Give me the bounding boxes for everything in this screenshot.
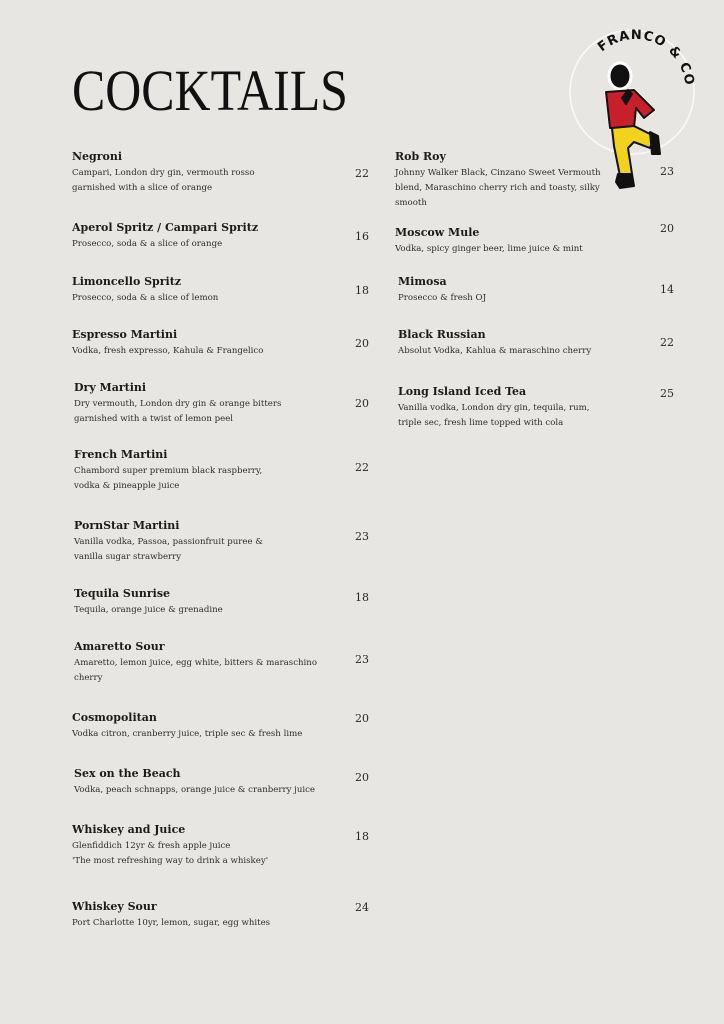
menu-item [74, 767, 315, 798]
menu-item [395, 150, 601, 211]
cocktail-price: 23 [660, 165, 674, 178]
description-line: smooth [395, 198, 427, 208]
menu-item [72, 900, 270, 931]
description-line: Vanilla vodka, London dry gin, tequila, rum, [398, 403, 590, 413]
cocktail-price: 22 [660, 336, 674, 349]
menu-item [74, 587, 223, 618]
description-line: Dry vermouth, London dry gin & orange bitters [74, 399, 282, 409]
description-line: triple sec, fresh lime topped with cola [398, 418, 564, 428]
description-line: cherry [74, 673, 103, 683]
cocktail-description [74, 397, 281, 427]
menu-item [398, 275, 486, 306]
description-line: Prosecco & fresh OJ [398, 293, 487, 303]
cocktail-price: 25 [660, 387, 674, 400]
description-line: Prosecco, soda & a slice of lemon [72, 293, 219, 303]
cocktail-price: 22 [355, 461, 369, 474]
cocktail-name: Whiskey Sour [72, 900, 157, 913]
description-line: 'The most refreshing way to drink a whiskey' [72, 856, 269, 866]
cocktail-description [398, 401, 589, 431]
cocktail-description [395, 242, 583, 257]
cocktail-name: Cosmopolitan [72, 711, 157, 724]
cocktail-name: PornStar Martini [74, 519, 180, 532]
description-line: Tequila, orange juice & grenadine [74, 605, 223, 615]
cocktail-description [398, 344, 591, 359]
cocktail-price: 20 [355, 337, 369, 350]
page-title: COCKTAILS [72, 58, 348, 123]
cocktail-name: Amaretto Sour [74, 640, 165, 653]
cocktail-name: Black Russian [398, 328, 486, 341]
menu-item [398, 385, 589, 431]
description-line: Glenfiddich 12yr & fresh apple juice [72, 841, 231, 851]
menu-item [72, 221, 258, 252]
menu-item [72, 328, 263, 359]
description-line: Amaretto, lemon juice, egg white, bitters & maraschino [74, 658, 318, 668]
cocktail-description [74, 535, 263, 565]
cocktail-price: 23 [355, 653, 369, 666]
cocktail-name: French Martini [74, 448, 168, 461]
menu-item [398, 328, 591, 359]
svg-text:FRANCO & CO: FRANCO & CO [595, 27, 697, 87]
menu-item [74, 381, 281, 427]
menu-item [395, 226, 583, 257]
menu-item [72, 823, 268, 869]
cocktail-description [74, 464, 262, 494]
cocktail-name: Sex on the Beach [74, 767, 181, 780]
cocktail-description [72, 727, 302, 742]
cocktail-price: 18 [355, 591, 369, 604]
cocktail-price: 18 [355, 830, 369, 843]
menu-item [74, 640, 317, 686]
cocktail-name: Espresso Martini [72, 328, 178, 341]
description-line: garnished with a slice of orange [72, 183, 213, 193]
cocktail-description [395, 166, 601, 211]
cocktail-description [74, 603, 223, 618]
cocktail-name: Limoncello Spritz [72, 275, 182, 288]
cocktail-price: 24 [355, 901, 369, 914]
cocktail-price: 16 [355, 230, 369, 243]
cocktail-description [72, 344, 263, 359]
cocktail-description [74, 656, 317, 686]
description-line: vodka & pineapple juice [74, 481, 180, 491]
description-line: Campari, London dry gin, vermouth rosso [72, 168, 255, 178]
cocktail-price: 20 [355, 712, 369, 725]
description-line: Port Charlotte 10yr, lemon, sugar, egg whites [72, 918, 271, 928]
description-line: Johnny Walker Black, Cinzano Sweet Vermouth [395, 168, 601, 178]
description-line: Vanilla vodka, Passoa, passionfruit puree & [74, 537, 263, 547]
cocktail-description [72, 166, 255, 196]
description-line: Absolut Vodka, Kahlua & maraschino cherry [398, 346, 592, 356]
description-line: blend, Maraschino cherry rich and toasty, silky [395, 183, 600, 193]
cocktail-name: Aperol Spritz / Campari Spritz [72, 221, 259, 234]
cocktail-description [72, 237, 258, 252]
description-line: Prosecco, soda & a slice of orange [72, 239, 223, 249]
menu-item [74, 519, 263, 565]
cocktail-description [72, 291, 218, 306]
cocktail-name: Moscow Mule [395, 226, 480, 239]
cocktail-description [74, 783, 315, 798]
cocktail-price: 20 [355, 771, 369, 784]
description-line: Vodka citron, cranberry juice, triple sec & fresh lime [72, 729, 303, 739]
description-line: Chambord super premium black raspberry, [74, 466, 263, 476]
cocktail-name: Tequila Sunrise [74, 587, 171, 600]
description-line: garnished with a twist of lemon peel [74, 414, 234, 424]
cocktail-name: Rob Roy [395, 150, 446, 163]
cocktail-name: Dry Martini [74, 381, 147, 394]
cocktail-price: 18 [355, 284, 369, 297]
cocktail-price: 14 [660, 283, 674, 296]
cocktail-name: Mimosa [398, 275, 447, 288]
cocktail-price: 20 [660, 222, 674, 235]
description-line: vanilla sugar strawberry [74, 552, 182, 562]
menu-item [74, 448, 262, 494]
cocktail-name: Negroni [72, 150, 123, 163]
menu-item [72, 275, 218, 306]
description-line: Vodka, fresh expresso, Kahula & Frangelico [72, 346, 264, 356]
cocktail-name: Long Island Iced Tea [398, 385, 527, 398]
cocktail-description [72, 916, 270, 931]
menu-item [72, 150, 255, 196]
description-line: Vodka, spicy ginger beer, lime juice & mint [395, 244, 583, 254]
cocktail-name: Whiskey and Juice [72, 823, 186, 836]
cocktail-description [72, 839, 268, 869]
cocktail-description [398, 291, 486, 306]
description-line: Vodka, peach schnapps, orange juice & cranberry juice [74, 785, 316, 795]
menu-item [72, 711, 302, 742]
cocktail-price: 23 [355, 530, 369, 543]
cocktail-price: 20 [355, 397, 369, 410]
cocktail-price: 22 [355, 167, 369, 180]
